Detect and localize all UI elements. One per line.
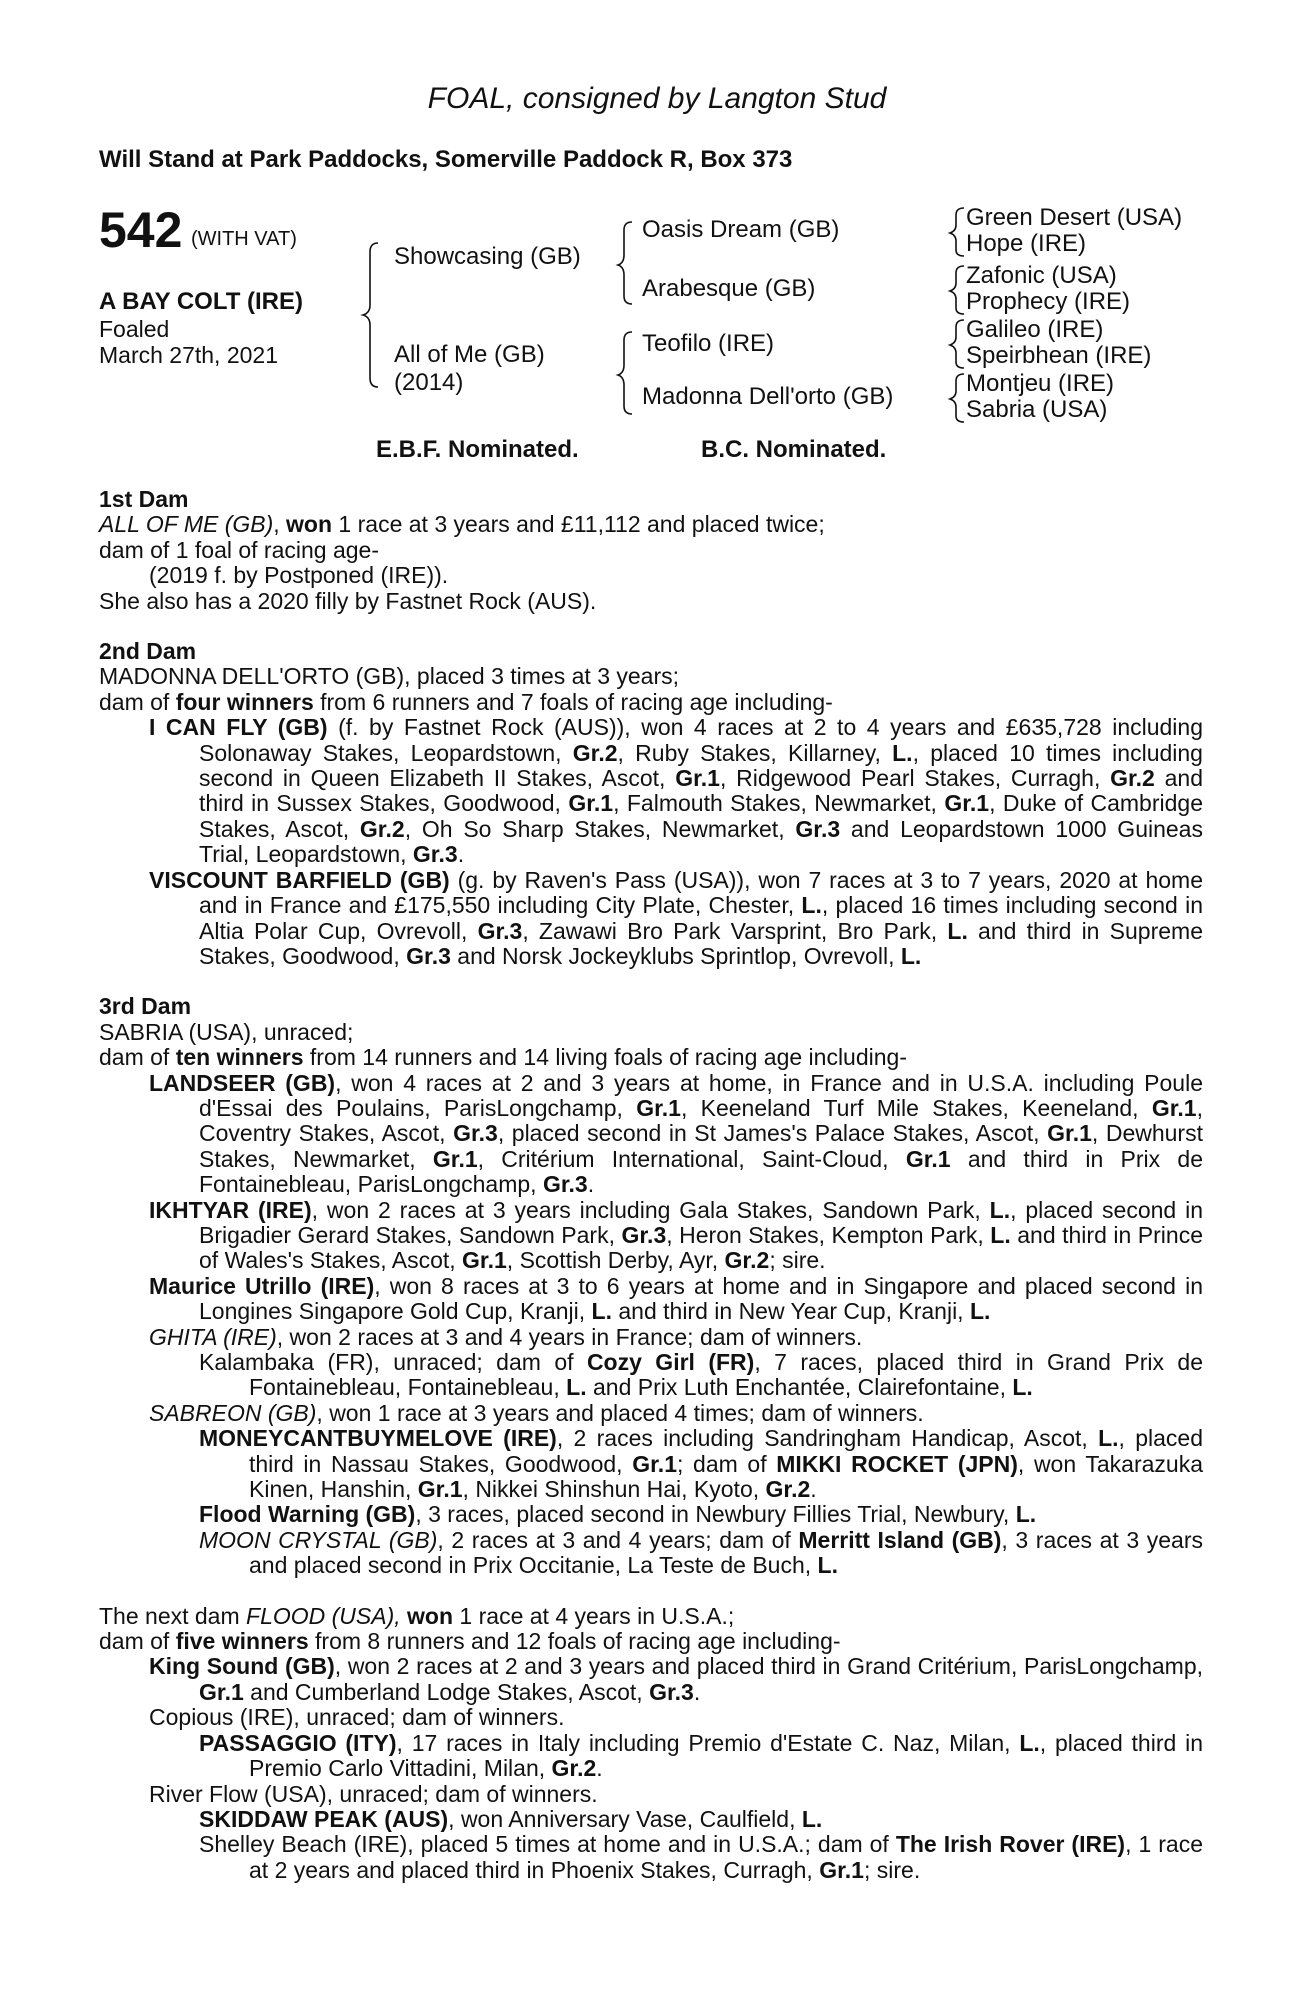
produce-entry: Copious (IRE), unraced; dam of winners. bbox=[149, 1704, 565, 1731]
produce-entry: River Flow (USA), unraced; dam of winners. bbox=[149, 1780, 598, 1807]
third-dam-heading: 3rd Dam bbox=[99, 993, 192, 1020]
sss: Green Desert (USA) bbox=[966, 204, 1183, 231]
first-dam-foals: dam of 1 foal of racing age- bbox=[99, 536, 379, 563]
produce-entry: IKHTYAR (IRE), won 2 races at 3 years including Gala Stakes, Sandown Park, L., placed second in Brigadier Gerard Stakes, Sandown Park, Gr.3, Heron Stakes, Kempton Park, L. and third in Prince of Wales's Stakes, Ascot, Gr.1, Scottish Derby, Ayr, Gr.2; sire. bbox=[149, 1196, 1203, 1274]
produce-entry: SABREON (GB), won 1 race at 3 years and placed 4 times; dam of winners. bbox=[149, 1399, 924, 1426]
second-dam-summary: dam of four winners from 6 runners and 7 foals of racing age including- bbox=[99, 688, 833, 715]
produce-entry: VISCOUNT BARFIELD (GB) (g. by Raven's Pass (USA)), won 7 races at 3 to 7 years, 2020 at home and in France and £175,550 including City Plate, Chester, L., placed 16 times including second in Altia Polar Cup, Ovrevoll, Gr.3, Zawawi Bro Park Varsprint, Bro Park, L. and third in Supreme Stakes, Goodwood, Gr.3 and Norsk Jockeyklubs Sprintlop, Ovrevoll, L. bbox=[149, 866, 1203, 969]
produce-entry: I CAN FLY (GB) (f. by Fastnet Rock (AUS)), won 4 races at 2 to 4 years and £635,728 including Solonaway Stakes, Leopardstown, Gr.2, Ruby Stakes, Killarney, L., placed 10 times including second in Queen Elizabeth II Stakes, Ascot, Gr.1, Ridgewood Pearl Stakes, Curragh, Gr.2 and third in Sussex Stakes, Goodwood, Gr.1, Falmouth Stakes, Newmarket, Gr.1, Duke of Cambridge Stakes, Ascot, Gr.2, Oh So Sharp Stakes, Newmarket, Gr.3 and Leopardstown 1000 Guineas Trial, Leopardstown, Gr.3. bbox=[149, 714, 1204, 868]
dam-sire: Teofilo (IRE) bbox=[642, 330, 775, 357]
produce-entry: GHITA (IRE), won 2 races at 3 and 4 years in France; dam of winners. bbox=[149, 1323, 863, 1350]
produce-entry: Maurice Utrillo (IRE), won 8 races at 3 to 6 years at home and in Singapore and placed second in Longines Singapore Gold Cup, Kranji, L. and third in New Year Cup, Kranji, L. bbox=[149, 1272, 1203, 1325]
stand-location: Will Stand at Park Paddocks, Somerville Paddock R, Box 373 bbox=[99, 146, 793, 173]
second-dam-heading: 2nd Dam bbox=[99, 638, 197, 665]
produce-entry: Flood Warning (GB), 3 races, placed second in Newbury Fillies Trial, Newbury, L. bbox=[199, 1501, 1037, 1528]
bc-nomination: B.C. Nominated. bbox=[701, 436, 887, 463]
lot-number: 542 bbox=[99, 202, 183, 258]
first-dam-line: ALL OF ME (GB), won 1 race at 3 years and £11,112 and placed twice; bbox=[99, 511, 825, 538]
dss: Galileo (IRE) bbox=[966, 316, 1104, 343]
lot-title: A BAY COLT (IRE) bbox=[99, 288, 304, 315]
dam-dam: Madonna Dell'orto (GB) bbox=[642, 383, 894, 410]
produce-entry: PASSAGGIO (ITY), 17 races in Italy including Premio d'Estate C. Naz, Milan, L., placed third in Premio Carlo Vittadini, Milan, Gr.2. bbox=[199, 1729, 1203, 1782]
dsd: Speirbhean (IRE) bbox=[966, 342, 1152, 369]
foaled-date: March 27th, 2021 bbox=[99, 342, 279, 368]
vat-note: (WITH VAT) bbox=[191, 228, 297, 250]
produce-entry: MONEYCANTBUYMELOVE (IRE), 2 races including Sandringham Handicap, Ascot, L., placed third in Nassau Stakes, Goodwood, Gr.1; dam of MIKKI ROCKET (JPN), won Takarazuka Kinen, Hanshin, Gr.1, Nikkei Shinshun Hai, Kyoto, Gr.2. bbox=[199, 1425, 1203, 1503]
third-dam-line: SABRIA (USA), unraced; bbox=[99, 1018, 354, 1045]
dam-year: (2014) bbox=[394, 369, 464, 396]
next-dam-summary: dam of five winners from 8 runners and 12 foals of racing age including- bbox=[99, 1628, 841, 1655]
produce-entry: MOON CRYSTAL (GB), 2 races at 3 and 4 years; dam of Merritt Island (GB), 3 races at 3 years and placed second in Prix Occitanie, La Teste de Buch, L. bbox=[199, 1526, 1203, 1579]
third-dam-summary: dam of ten winners from 14 runners and 14 living foals of racing age including- bbox=[99, 1044, 907, 1071]
next-dam-line: The next dam FLOOD (USA), won 1 race at 4 years in U.S.A.; bbox=[99, 1602, 735, 1629]
first-dam-note: She also has a 2020 filly by Fastnet Rock (AUS). bbox=[99, 587, 597, 614]
produce-record bbox=[99, 487, 1203, 1883]
produce-entry: Shelley Beach (IRE), placed 5 times at home and in U.S.A.; dam of The Irish Rover (IRE), 1 race at 2 years and placed third in Phoenix Stakes, Curragh, Gr.1; sire. bbox=[199, 1831, 1203, 1883]
produce-entry: Kalambaka (FR), unraced; dam of Cozy Girl (FR), 7 races, placed third in Grand Prix de Fontainebleau, Fontainebleau, L. and Prix Luth Enchantée, Clairefontaine, L. bbox=[199, 1349, 1203, 1401]
sire-sire: Oasis Dream (GB) bbox=[642, 216, 840, 243]
produce-entry: LANDSEER (GB), won 4 races at 2 and 3 years at home, in France and in U.S.A. including Poule d'Essai des Poulains, ParisLongchamp, Gr.1, Keeneland Turf Mile Stakes, Keeneland, Gr.1, Coventry Stakes, Ascot, Gr.3, placed second in St James's Palace Stakes, Ascot, Gr.1, Dewhurst Stakes, Newmarket, Gr.1, Critérium International, Saint-Cloud, Gr.1 and third in Prix de Fontainebleau, ParisLongchamp, Gr.3. bbox=[149, 1069, 1203, 1198]
produce-entry: SKIDDAW PEAK (AUS), won Anniversary Vase, Caulfield, L. bbox=[199, 1805, 823, 1832]
second-dam-line: MADONNA DELL'ORTO (GB), placed 3 times at 3 years; bbox=[99, 663, 680, 690]
ebf-nomination: E.B.F. Nominated. bbox=[376, 436, 579, 463]
sds: Zafonic (USA) bbox=[966, 262, 1117, 289]
ssd: Hope (IRE) bbox=[966, 230, 1087, 257]
consignment-line: FOAL, consigned by Langton Stud bbox=[427, 82, 887, 115]
dam: All of Me (GB) bbox=[394, 341, 545, 368]
first-dam-foal-entry: (2019 f. by Postponed (IRE)). bbox=[149, 562, 449, 589]
ddd: Sabria (USA) bbox=[966, 396, 1108, 423]
sire: Showcasing (GB) bbox=[394, 243, 581, 270]
dds: Montjeu (IRE) bbox=[966, 370, 1115, 397]
foaled-label: Foaled bbox=[99, 316, 170, 342]
sire-dam: Arabesque (GB) bbox=[642, 275, 816, 302]
sdd: Prophecy (IRE) bbox=[966, 288, 1131, 315]
produce-entry: King Sound (GB), won 2 races at 2 and 3 years and placed third in Grand Critérium, ParisLongchamp, Gr.1 and Cumberland Lodge Stakes, Ascot, Gr.3. bbox=[149, 1653, 1203, 1705]
first-dam-heading: 1st Dam bbox=[99, 486, 189, 512]
